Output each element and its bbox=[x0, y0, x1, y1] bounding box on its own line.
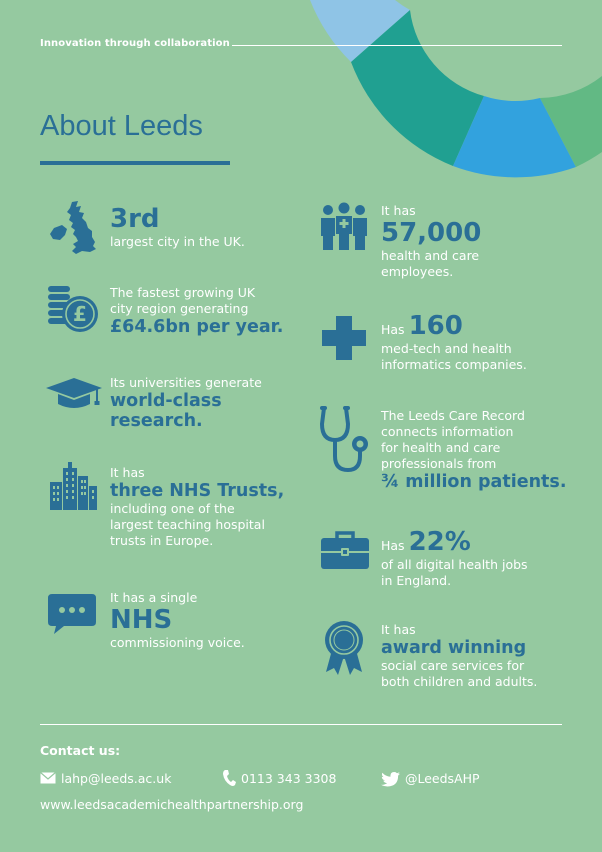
pound-coins-icon bbox=[46, 284, 100, 336]
city-buildings-icon bbox=[48, 462, 98, 510]
medtech-line1: med-tech and health bbox=[381, 341, 512, 356]
care-record-line2: connects information bbox=[381, 424, 514, 439]
stat-commissioning bbox=[110, 590, 245, 651]
medical-cross-icon bbox=[322, 316, 366, 360]
care-record-value: ¾ million patients. bbox=[381, 472, 567, 492]
contact-website[interactable]: www.leedsacademichealthpartnership.org bbox=[40, 797, 304, 812]
page-title: About Leeds bbox=[40, 110, 203, 142]
tagline-divider bbox=[232, 45, 562, 46]
svg-text:£: £ bbox=[73, 302, 87, 326]
social-care-highlight: award winning bbox=[381, 638, 527, 658]
stat-social-care bbox=[381, 622, 537, 690]
stethoscope-icon bbox=[318, 404, 370, 474]
social-care-line2: social care services for bbox=[381, 658, 525, 673]
social-care-line1: It has bbox=[381, 622, 416, 637]
commissioning-line1: It has a single bbox=[110, 590, 198, 605]
medtech-line2: informatics companies. bbox=[381, 357, 527, 372]
stat-care-record bbox=[381, 408, 566, 492]
stat-nhs-trusts bbox=[110, 465, 284, 549]
digital-jobs-line2: in England. bbox=[381, 573, 452, 588]
speech-bubble-icon bbox=[46, 592, 98, 636]
twitter-icon bbox=[381, 772, 400, 787]
commissioning-line2: commissioning voice. bbox=[110, 635, 245, 650]
employees-value: 57,000 bbox=[381, 218, 482, 248]
region-growth-value: £64.6bn per year. bbox=[110, 317, 284, 337]
phone-icon bbox=[222, 769, 236, 787]
stat-universities bbox=[110, 375, 262, 431]
employees-line1: It has bbox=[381, 203, 416, 218]
graduation-cap-icon bbox=[44, 376, 104, 412]
footer-divider bbox=[40, 724, 562, 725]
stat-region-growth bbox=[110, 285, 283, 337]
employees-line2: health and care bbox=[381, 248, 480, 263]
briefcase-icon bbox=[320, 530, 370, 570]
contact-twitter[interactable]: @LeedsAHP bbox=[405, 771, 480, 786]
care-record-line4: professionals from bbox=[381, 456, 497, 471]
award-rosette-icon bbox=[322, 620, 366, 676]
medtech-value: 160 bbox=[408, 311, 463, 341]
care-record-line3: for health and care bbox=[381, 440, 501, 455]
medtech-prefix: Has bbox=[381, 322, 405, 337]
staff-group-icon bbox=[320, 202, 368, 252]
title-underline bbox=[40, 161, 230, 165]
care-record-line1: The Leeds Care Record bbox=[381, 408, 525, 423]
stat-medtech bbox=[381, 312, 527, 373]
nhs-trusts-highlight: three NHS Trusts, bbox=[110, 481, 285, 501]
envelope-icon bbox=[40, 772, 56, 784]
nhs-trusts-line4: trusts in Europe. bbox=[110, 533, 214, 548]
region-growth-line2: city region generating bbox=[110, 301, 249, 316]
digital-jobs-line1: of all digital health jobs bbox=[381, 557, 528, 572]
commissioning-value: NHS bbox=[110, 605, 173, 635]
universities-highlight1: world-class bbox=[110, 391, 222, 411]
nhs-trusts-line2: including one of the bbox=[110, 501, 235, 516]
uk-map-icon bbox=[46, 200, 100, 258]
tagline: Innovation through collaboration bbox=[40, 38, 230, 49]
region-growth-line1: The fastest growing UK bbox=[110, 285, 256, 300]
employees-line3: employees. bbox=[381, 264, 454, 279]
city-rank-label: largest city in the UK. bbox=[110, 234, 245, 249]
contact-phone[interactable]: 0113 343 3308 bbox=[241, 771, 337, 786]
stat-digital-jobs bbox=[381, 528, 528, 589]
nhs-trusts-line3: largest teaching hospital bbox=[110, 517, 265, 532]
stat-city-rank bbox=[110, 205, 245, 250]
stat-employees bbox=[381, 203, 481, 280]
city-rank-value: 3rd bbox=[110, 204, 160, 234]
digital-jobs-value: 22% bbox=[408, 527, 471, 557]
contact-title: Contact us: bbox=[40, 743, 121, 758]
universities-highlight2: research. bbox=[110, 411, 203, 431]
nhs-trusts-line1: It has bbox=[110, 465, 145, 480]
digital-jobs-prefix: Has bbox=[381, 538, 405, 553]
universities-line1: Its universities generate bbox=[110, 375, 262, 390]
decorative-ring bbox=[0, 0, 602, 200]
social-care-line3: both children and adults. bbox=[381, 674, 538, 689]
contact-email[interactable]: lahp@leeds.ac.uk bbox=[61, 771, 172, 786]
